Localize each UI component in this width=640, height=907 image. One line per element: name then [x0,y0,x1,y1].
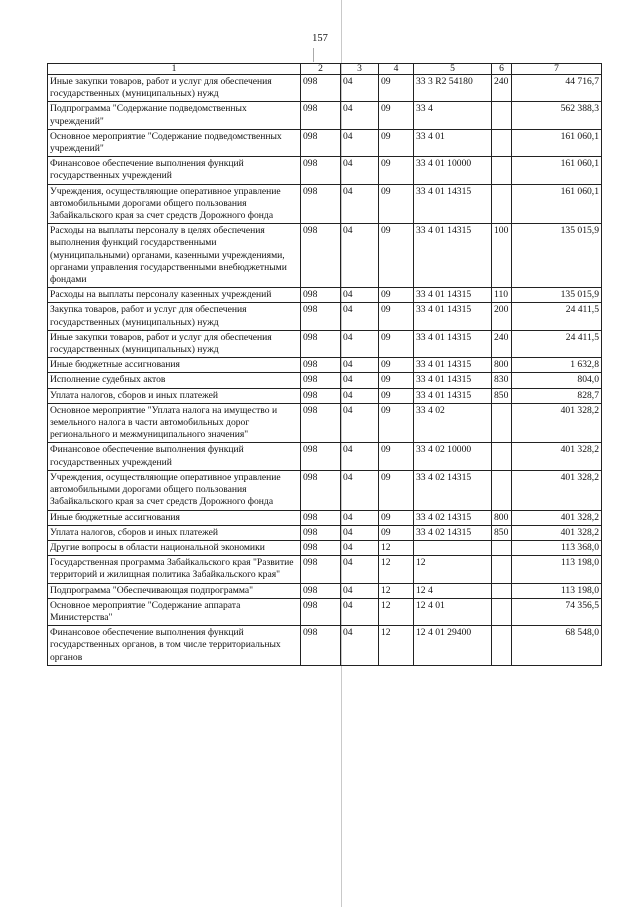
row-amount-cell: 113 368,0 [512,540,602,555]
row-target-article-cell [414,540,492,555]
row-amount-cell: 828,7 [512,388,602,403]
row-subsection-cell: 09 [379,330,414,357]
table-row [48,598,602,625]
row-target-article-cell: 33 4 01 14315 [414,330,492,357]
row-admin-code-cell: 098 [301,157,341,184]
row-section-cell: 04 [341,525,379,540]
row-amount-cell: 1 632,8 [512,358,602,373]
row-name-cell: Иные закупки товаров, работ и услуг для обеспечения государственных (муниципальных) нужд [48,75,301,102]
row-amount-cell: 161 060,1 [512,184,602,224]
row-expense-type-cell: 200 [492,303,512,330]
row-subsection-cell: 09 [379,525,414,540]
row-expense-type-cell [492,598,512,625]
row-amount-cell: 74 356,5 [512,598,602,625]
row-section-cell: 04 [341,583,379,598]
row-subsection-cell: 09 [379,510,414,525]
row-subsection-cell: 12 [379,583,414,598]
row-section-cell: 04 [341,373,379,388]
row-section-cell: 04 [341,102,379,129]
row-admin-code-cell: 098 [301,388,341,403]
row-expense-type-cell: 110 [492,288,512,303]
scan-artifact-mark [313,48,314,62]
row-target-article-cell: 12 4 [414,583,492,598]
row-name-cell: Расходы на выплаты персоналу в целях обеспечения выполнения функций государственными (муниципальными) органами, казенными учреждениями, органами управления государственными внебюджетными фондами [48,224,301,288]
row-amount-cell: 161 060,1 [512,129,602,156]
row-section-cell: 04 [341,303,379,330]
table-row [48,510,602,525]
row-admin-code-cell: 098 [301,330,341,357]
row-target-article-cell: 33 4 01 14315 [414,373,492,388]
header-cell: 6 [492,64,512,75]
row-section-cell: 04 [341,330,379,357]
row-expense-type-cell: 850 [492,388,512,403]
row-expense-type-cell: 240 [492,330,512,357]
row-amount-cell: 135 015,9 [512,288,602,303]
row-amount-cell: 135 015,9 [512,224,602,288]
row-amount-cell: 161 060,1 [512,157,602,184]
table-row [48,358,602,373]
row-target-article-cell: 33 4 02 14315 [414,525,492,540]
row-target-article-cell: 33 4 01 14315 [414,288,492,303]
table-row [48,556,602,583]
table-row [48,303,602,330]
table-row [48,403,602,443]
table-row [48,540,602,555]
row-section-cell: 04 [341,443,379,470]
row-target-article-cell: 33 4 01 10000 [414,157,492,184]
row-name-cell: Финансовое обеспечение выполнения функций государственных органов, в том числе территориальных органов [48,626,301,666]
row-target-article-cell: 12 [414,556,492,583]
row-admin-code-cell: 098 [301,184,341,224]
table-row [48,626,602,666]
row-expense-type-cell [492,157,512,184]
row-name-cell: Уплата налогов, сборов и иных платежей [48,525,301,540]
row-amount-cell: 562 388,3 [512,102,602,129]
row-subsection-cell: 09 [379,373,414,388]
row-admin-code-cell: 098 [301,510,341,525]
row-name-cell: Иные закупки товаров, работ и услуг для обеспечения государственных (муниципальных) нужд [48,330,301,357]
row-section-cell: 04 [341,556,379,583]
row-target-article-cell: 33 4 01 14315 [414,388,492,403]
row-expense-type-cell: 830 [492,373,512,388]
row-amount-cell: 401 328,2 [512,443,602,470]
row-section-cell: 04 [341,470,379,510]
table-row [48,184,602,224]
row-section-cell: 04 [341,288,379,303]
row-target-article-cell: 12 4 01 29400 [414,626,492,666]
row-subsection-cell: 09 [379,388,414,403]
row-section-cell: 04 [341,75,379,102]
row-expense-type-cell [492,626,512,666]
row-subsection-cell: 09 [379,358,414,373]
row-expense-type-cell [492,443,512,470]
row-admin-code-cell: 098 [301,129,341,156]
row-section-cell: 04 [341,129,379,156]
row-target-article-cell: 33 4 02 14315 [414,470,492,510]
row-admin-code-cell: 098 [301,470,341,510]
row-section-cell: 04 [341,184,379,224]
header-cell: 3 [341,64,379,75]
row-amount-cell: 401 328,2 [512,470,602,510]
row-section-cell: 04 [341,224,379,288]
row-section-cell: 04 [341,626,379,666]
budget-table [47,63,602,666]
row-amount-cell: 24 411,5 [512,303,602,330]
row-amount-cell: 401 328,2 [512,403,602,443]
row-amount-cell: 113 198,0 [512,583,602,598]
row-target-article-cell: 33 4 02 10000 [414,443,492,470]
row-admin-code-cell: 098 [301,626,341,666]
header-cell: 1 [48,64,301,75]
row-subsection-cell: 09 [379,288,414,303]
row-name-cell: Основное мероприятие "Содержание аппарата Министерства" [48,598,301,625]
page-number: 157 [312,33,328,44]
row-expense-type-cell [492,470,512,510]
row-section-cell: 04 [341,510,379,525]
row-expense-type-cell [492,540,512,555]
row-subsection-cell: 09 [379,224,414,288]
row-section-cell: 04 [341,157,379,184]
row-expense-type-cell [492,102,512,129]
row-amount-cell: 68 548,0 [512,626,602,666]
row-admin-code-cell: 098 [301,373,341,388]
table-row [48,330,602,357]
row-expense-type-cell: 850 [492,525,512,540]
row-amount-cell: 44 716,7 [512,75,602,102]
row-admin-code-cell: 098 [301,443,341,470]
row-admin-code-cell: 098 [301,102,341,129]
row-section-cell: 04 [341,358,379,373]
table-row [48,443,602,470]
table-row [48,525,602,540]
row-name-cell: Другие вопросы в области национальной экономики [48,540,301,555]
row-expense-type-cell [492,403,512,443]
table-row [48,129,602,156]
row-name-cell: Государственная программа Забайкальского края "Развитие территорий и жилищная политика Забайкальского края" [48,556,301,583]
row-admin-code-cell: 098 [301,75,341,102]
header-cell: 2 [301,64,341,75]
row-admin-code-cell: 098 [301,358,341,373]
table-row [48,388,602,403]
table-row [48,583,602,598]
row-subsection-cell: 09 [379,75,414,102]
row-name-cell: Расходы на выплаты персоналу казенных учреждений [48,288,301,303]
row-subsection-cell: 12 [379,626,414,666]
row-subsection-cell: 09 [379,470,414,510]
row-section-cell: 04 [341,388,379,403]
row-expense-type-cell: 100 [492,224,512,288]
row-name-cell: Учреждения, осуществляющие оперативное управление автомобильными дорогами общего пользования Забайкальского края за счет средств Дорожного фонда [48,470,301,510]
row-name-cell: Подпрограмма "Содержание подведомственных учреждений" [48,102,301,129]
row-target-article-cell: 33 4 02 14315 [414,510,492,525]
row-admin-code-cell: 098 [301,525,341,540]
row-name-cell: Уплата налогов, сборов и иных платежей [48,388,301,403]
table-row [48,373,602,388]
row-admin-code-cell: 098 [301,556,341,583]
table-body [48,75,602,666]
row-target-article-cell: 33 4 [414,102,492,129]
row-target-article-cell: 12 4 01 [414,598,492,625]
row-admin-code-cell: 098 [301,403,341,443]
row-target-article-cell: 33 4 01 [414,129,492,156]
row-subsection-cell: 09 [379,184,414,224]
row-subsection-cell: 12 [379,598,414,625]
row-expense-type-cell [492,583,512,598]
table-row [48,224,602,288]
row-amount-cell: 401 328,2 [512,525,602,540]
row-admin-code-cell: 098 [301,303,341,330]
row-name-cell: Финансовое обеспечение выполнения функций государственных учреждений [48,157,301,184]
table-row [48,102,602,129]
row-amount-cell: 24 411,5 [512,330,602,357]
row-name-cell: Финансовое обеспечение выполнения функций государственных учреждений [48,443,301,470]
row-admin-code-cell: 098 [301,598,341,625]
row-name-cell: Исполнение судебных актов [48,373,301,388]
row-subsection-cell: 09 [379,443,414,470]
row-amount-cell: 804,0 [512,373,602,388]
row-expense-type-cell: 800 [492,358,512,373]
row-section-cell: 04 [341,540,379,555]
row-subsection-cell: 09 [379,129,414,156]
row-amount-cell: 401 328,2 [512,510,602,525]
row-expense-type-cell [492,129,512,156]
header-cell: 5 [414,64,492,75]
row-name-cell: Закупка товаров, работ и услуг для обеспечения государственных (муниципальных) нужд [48,303,301,330]
row-target-article-cell: 33 4 01 14315 [414,184,492,224]
row-name-cell: Иные бюджетные ассигнования [48,358,301,373]
row-expense-type-cell [492,184,512,224]
table-row [48,470,602,510]
table-row [48,75,602,102]
row-expense-type-cell: 800 [492,510,512,525]
row-name-cell: Иные бюджетные ассигнования [48,510,301,525]
row-amount-cell: 113 198,0 [512,556,602,583]
row-target-article-cell: 33 4 01 14315 [414,358,492,373]
row-subsection-cell: 12 [379,556,414,583]
row-admin-code-cell: 098 [301,583,341,598]
row-name-cell: Основное мероприятие "Уплата налога на имущество и земельного налога в части автомобильных дорог регионального и межмуниципального значения" [48,403,301,443]
row-section-cell: 04 [341,598,379,625]
table-row [48,288,602,303]
row-subsection-cell: 09 [379,403,414,443]
header-cell: 7 [512,64,602,75]
table-row [48,157,602,184]
row-subsection-cell: 09 [379,303,414,330]
row-subsection-cell: 09 [379,157,414,184]
row-target-article-cell: 33 4 01 14315 [414,303,492,330]
header-row [48,64,602,75]
row-target-article-cell: 33 4 02 [414,403,492,443]
row-admin-code-cell: 098 [301,540,341,555]
row-expense-type-cell [492,556,512,583]
row-section-cell: 04 [341,403,379,443]
row-subsection-cell: 12 [379,540,414,555]
row-name-cell: Основное мероприятие "Содержание подведомственных учреждений" [48,129,301,156]
row-target-article-cell: 33 4 01 14315 [414,224,492,288]
header-cell: 4 [379,64,414,75]
row-target-article-cell: 33 3 R2 54180 [414,75,492,102]
row-name-cell: Подпрограмма "Обеспечивающая подпрограмма" [48,583,301,598]
row-expense-type-cell: 240 [492,75,512,102]
row-admin-code-cell: 098 [301,288,341,303]
row-admin-code-cell: 098 [301,224,341,288]
row-subsection-cell: 09 [379,102,414,129]
row-name-cell: Учреждения, осуществляющие оперативное управление автомобильными дорогами общего пользования Забайкальского края за счет средств Дорожного фонда [48,184,301,224]
